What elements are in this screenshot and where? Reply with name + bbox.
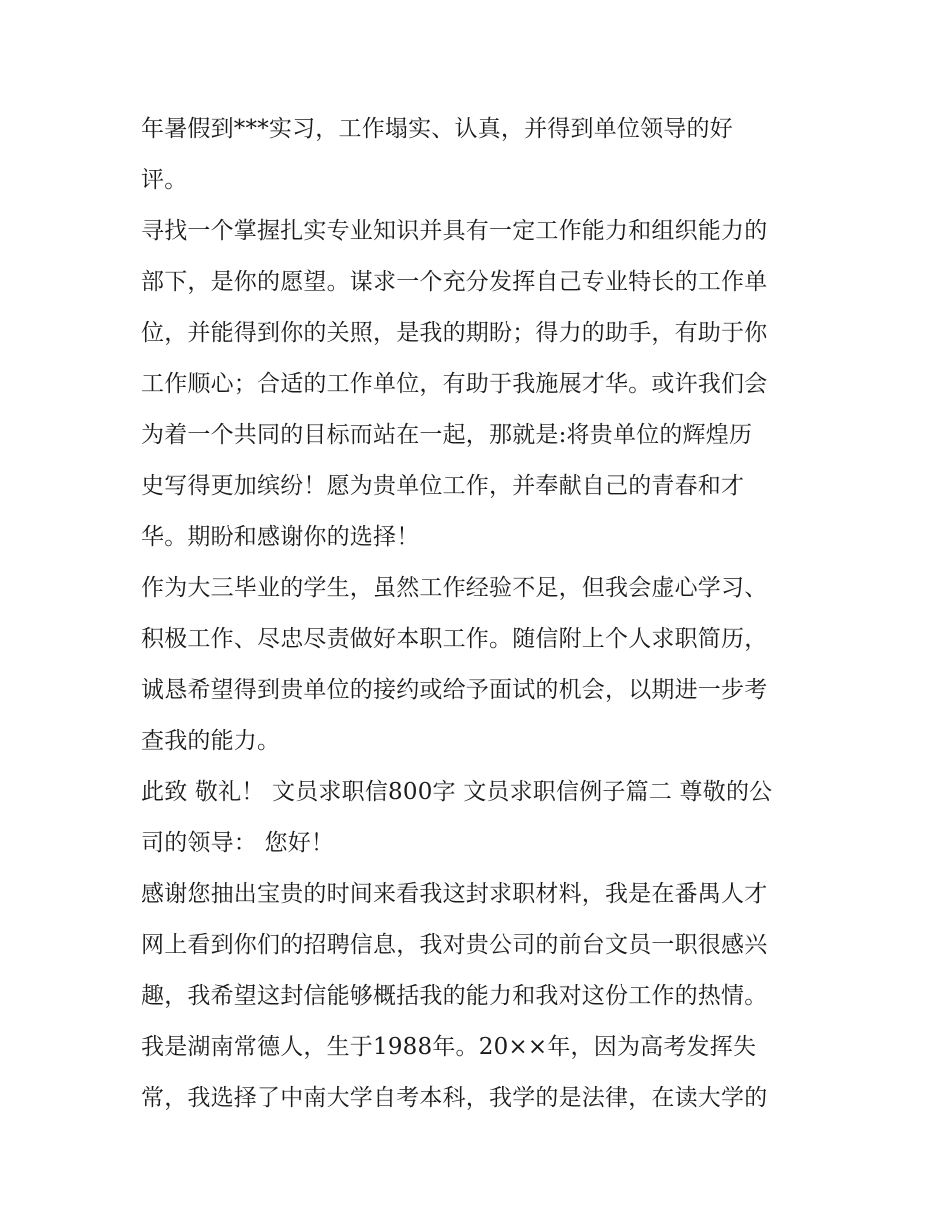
text-line: 部下，是你的愿望。谋求一个充分发挥自己专业特长的工作单: [141, 269, 768, 295]
text-line: 查我的能力。: [141, 728, 281, 754]
text-line: 趣，我希望这封信能够概括我的能力和我对这份工作的热情。: [141, 983, 768, 1009]
text-line: 评。: [141, 167, 188, 193]
text-line: 寻找一个掌握扎实专业知识并具有一定工作能力和组织能力的: [141, 218, 768, 244]
text-line: 感谢您抽出宝贵的时间来看我这封求职材料，我是在番禺人才: [141, 881, 768, 907]
text-line: 我是湖南常德人，生于1988年。20××年，因为高考发挥失: [141, 1034, 757, 1060]
text-line: 作为大三毕业的学生，虽然工作经验不足，但我会虚心学习、: [141, 575, 768, 601]
text-line: 工作顺心；合适的工作单位，有助于我施展才华。或许我们会: [141, 371, 768, 397]
text-line: 年暑假到***实习，工作塌实、认真，并得到单位领导的好: [141, 116, 733, 142]
text-line: 诚恳希望得到贵单位的接约或给予面试的机会，以期进一步考: [141, 677, 768, 703]
text-line: 司的领导： 您好！: [141, 830, 335, 856]
text-line: 此致 敬礼！ 文员求职信800字 文员求职信例子篇二 尊敬的公: [141, 779, 773, 805]
text-line: 网上看到你们的招聘信息，我对贵公司的前台文员一职很感兴: [141, 932, 768, 958]
text-line: 积极工作、尽忠尽责做好本职工作。随信附上个人求职简历，: [141, 626, 768, 652]
text-line: 史写得更加缤纷！愿为贵单位工作，并奉献自己的青春和才: [141, 473, 745, 499]
text-line: 为着一个共同的目标而站在一起，那就是:将贵单位的辉煌历: [141, 422, 753, 448]
text-line: 华。期盼和感谢你的选择！: [141, 524, 420, 550]
text-line: 位，并能得到你的关照，是我的期盼；得力的助手，有助于你: [141, 320, 768, 346]
document-body: [141, 104, 821, 1124]
text-line: 常，我选择了中南大学自考本科，我学的是法律，在读大学的: [141, 1085, 768, 1111]
